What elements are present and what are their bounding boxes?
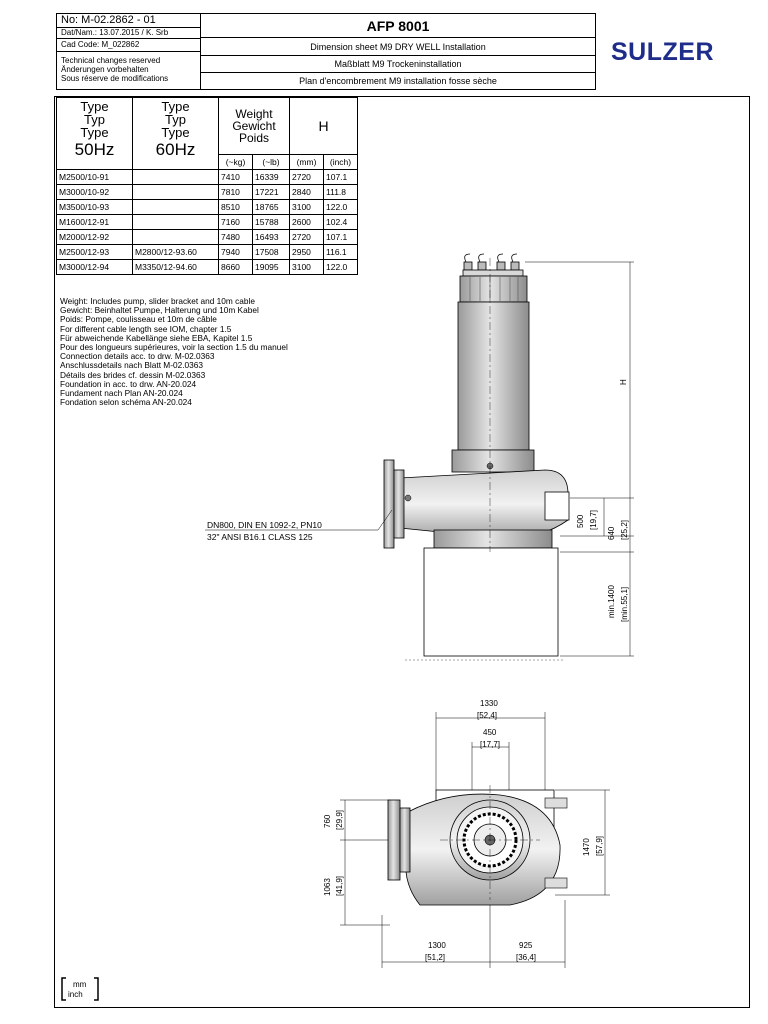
row-lb: 18765: [253, 200, 290, 215]
foundation: [424, 548, 558, 656]
dim-1300: 1300: [428, 941, 446, 950]
tech-changes-en: Technical changes reserved: [61, 56, 161, 65]
cad-code: Cad Code: M_022862: [61, 40, 140, 49]
type-60-label-2: Typ: [165, 112, 186, 127]
motor-housing: [458, 302, 529, 450]
cable-glands: [463, 254, 523, 276]
unit-kg: (~kg): [219, 155, 253, 170]
top-view: [323, 699, 610, 968]
sulzer-logo: SULZER: [611, 38, 714, 66]
row-lb: 16339: [253, 170, 290, 185]
subtitle-de: Maßblatt M9 Trockeninstallation: [334, 59, 462, 69]
pump-stand: [434, 530, 552, 548]
type-50-label-1: Type: [80, 99, 109, 114]
note-line: For different cable length see IOM, chapter 1.5: [60, 323, 232, 334]
units-mm: mm: [73, 980, 87, 989]
units-inch: inch: [68, 990, 83, 999]
dim-51-2: [51,2]: [425, 953, 446, 962]
row-lb: 19095: [253, 260, 290, 275]
tech-changes-fr: Sous réserve de modifications: [61, 74, 169, 83]
h-label: H: [318, 118, 329, 134]
note-line: Pour des longueurs supérieures, voir la section 1.5 du manuel: [60, 342, 288, 353]
motor-base: [452, 450, 534, 472]
doc-number: No: M-02.2862 - 01: [61, 14, 156, 26]
row-kg: 8510: [219, 200, 253, 215]
row-type-50: M3000/12-94: [57, 260, 133, 275]
row-mm: 2720: [290, 170, 324, 185]
side-view: [205, 254, 634, 660]
row-type-50: M1600/12-91: [57, 215, 133, 230]
dim-min55-1: [min.55,1]: [620, 586, 629, 622]
note-line: Fondation selon schéma AN-20.024: [60, 397, 192, 408]
row-kg: 7410: [219, 170, 253, 185]
dim-19-7: [19,7]: [589, 509, 598, 530]
dim-925: 925: [519, 941, 533, 950]
dim-1330: 1330: [480, 699, 498, 708]
row-lb: 15788: [253, 215, 290, 230]
row-mm: 3100: [290, 260, 324, 275]
hz60-label: 60Hz: [155, 140, 196, 159]
dim-640: 640: [607, 526, 616, 540]
row-inch: 122.0: [324, 260, 358, 275]
type-60-label-1: Type: [161, 99, 190, 114]
top-flange: [388, 800, 400, 880]
row-kg: 7940: [219, 245, 253, 260]
dim-h: H: [619, 379, 628, 385]
units-legend: [62, 978, 98, 1000]
dim-41-9: [41,9]: [335, 875, 344, 896]
note-line: Connection details acc. to drw. M-02.0363: [60, 351, 215, 362]
weight-label-en: Weight: [235, 107, 273, 121]
row-mm: 2600: [290, 215, 324, 230]
dim-36-4: [36,4]: [516, 953, 537, 962]
outlet-flange: [384, 460, 394, 548]
dim-500: 500: [576, 514, 585, 528]
note-line: Foundation in acc. to drw. AN-20.024: [60, 378, 197, 389]
row-inch: 107.1: [324, 230, 358, 245]
doc-title: AFP 8001: [366, 18, 430, 34]
row-inch: 107.1: [324, 170, 358, 185]
date-name: Dat/Nam.: 13.07.2015 / K. Srb: [61, 28, 169, 37]
row-mm: 3100: [290, 200, 324, 215]
note-line: Weight: Includes pump, slider bracket and 10m cable: [60, 296, 255, 306]
dim-760: 760: [323, 814, 332, 828]
unit-inch: (inch): [324, 155, 358, 170]
row-type-50: M2000/12-92: [57, 230, 133, 245]
weight-label-fr: Poids: [238, 131, 270, 145]
dim-29-9: [29,9]: [335, 809, 344, 830]
row-lb: 17221: [253, 185, 290, 200]
row-type-60: M3350/12-94.60: [133, 260, 219, 275]
tech-changes-de: Änderungen vorbehalten: [61, 65, 149, 74]
note-line: Fundament nach Plan AN-20.024: [60, 388, 183, 399]
flange-label-1: DN800, DIN EN 1092-2, PN10: [207, 520, 322, 530]
dim-57-9: [57,9]: [595, 835, 604, 856]
row-mm: 2950: [290, 245, 324, 260]
dim-1470: 1470: [582, 838, 591, 856]
row-type-50: M3000/10-92: [57, 185, 133, 200]
row-mm: 2840: [290, 185, 324, 200]
type-60-label-3: Type: [161, 125, 190, 140]
subtitle-fr: Plan d'encombrement M9 installation fosse sèche: [299, 76, 497, 86]
row-inch: 111.8: [324, 185, 358, 200]
flange-label-2: 32" ANSI B16.1 CLASS 125: [207, 532, 313, 542]
note-line: Détails des brides cf. dessin M-02.0363: [60, 369, 206, 380]
row-lb: 16493: [253, 230, 290, 245]
note-line: Für abweichende Kabellänge siehe EBA, Kapitel 1.5: [60, 332, 253, 343]
subtitle-en: Dimension sheet M9 DRY WELL Installation: [310, 42, 486, 52]
row-lb: 17508: [253, 245, 290, 260]
weight-label-de: Gewicht: [232, 119, 276, 133]
note-line: Poids: Pompe, coulisseau et 10m de câble: [60, 314, 217, 325]
dim-min1400: min.1400: [607, 585, 616, 618]
row-type-60: M2800/12-93.60: [133, 245, 219, 260]
row-type-50: M2500/10-91: [57, 170, 133, 185]
volute-casing: [400, 470, 568, 538]
row-inch: 116.1: [324, 245, 358, 260]
row-inch: 122.0: [324, 200, 358, 215]
hz50-label: 50Hz: [74, 140, 115, 159]
row-type-50: M3500/10-93: [57, 200, 133, 215]
row-kg: 7480: [219, 230, 253, 245]
dim-450: 450: [483, 728, 497, 737]
dim-52-4: [52,4]: [477, 711, 498, 720]
type-50-label-2: Typ: [84, 112, 105, 127]
note-line: Anschlussdetails nach Blatt M-02.0363: [60, 360, 203, 371]
dim-1063: 1063: [323, 878, 332, 896]
unit-mm: (mm): [290, 155, 324, 170]
type-50-label-3: Type: [80, 125, 109, 140]
dim-25-2: [25,2]: [620, 519, 629, 540]
row-type-50: M2500/12-93: [57, 245, 133, 260]
note-line: Gewicht: Beinhaltet Pumpe, Halterung und 10m Kabel: [60, 305, 259, 316]
row-inch: 102.4: [324, 215, 358, 230]
unit-lb: (~lb): [253, 155, 290, 170]
dim-17-7: [17,7]: [480, 740, 501, 749]
row-mm: 2720: [290, 230, 324, 245]
row-kg: 7810: [219, 185, 253, 200]
row-kg: 8660: [219, 260, 253, 275]
row-kg: 7160: [219, 215, 253, 230]
